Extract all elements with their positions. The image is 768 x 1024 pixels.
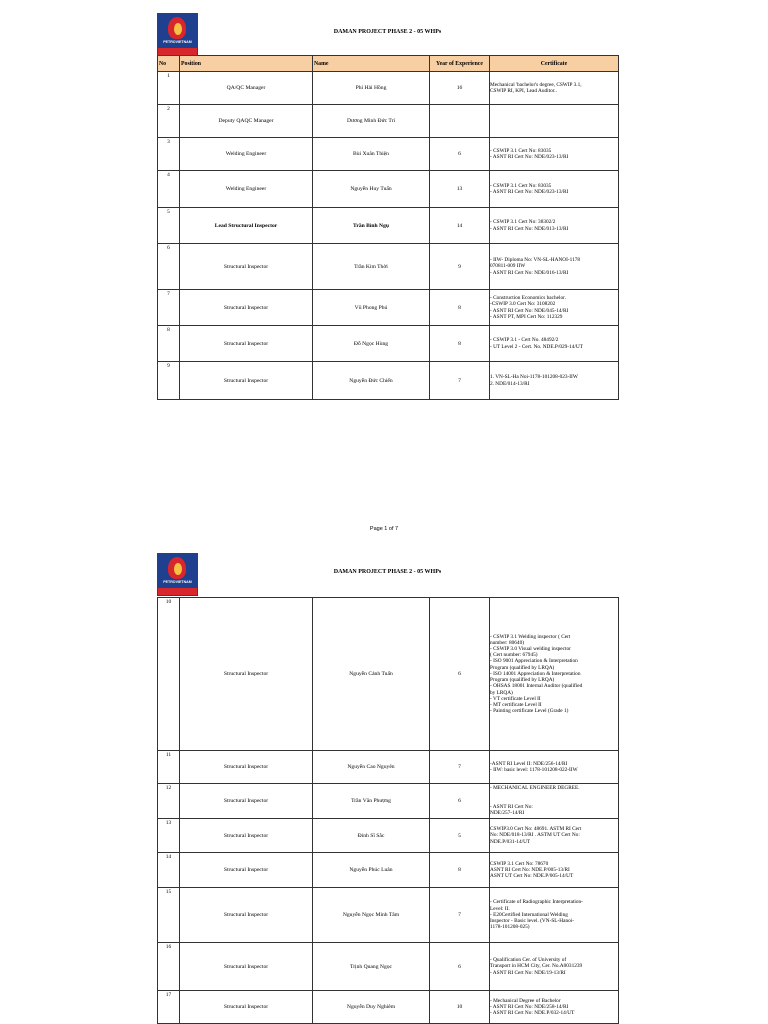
certificate-text: - IIW- Diploma No: VN-SL-HANOI-1178 070811-009 IIW - ASNT RI Cert No: NDE/016-13/RI <box>490 257 581 276</box>
certificate-text: - Mechanical Degree of Bachelor - ASNT RI Cert No: NDE/258-14/RI - ASNT RI Cert No: NDE.P/032-14/UT <box>490 997 575 1017</box>
row-position: Structural Inspector <box>180 819 313 853</box>
certificate-text: 1. VN-SL-Ha Noi-1178-101208-023-IIW 2. NDE/014-13/RI <box>490 374 578 387</box>
certificate-text: - Qualification Cer. of University of Transport in HCM City, Cer. No.A0031239 - ASNT RI Cert No: NDE/19-13/RI <box>490 957 583 976</box>
row-number: 2 <box>158 105 180 138</box>
row-number: 12 <box>158 784 180 819</box>
row-certificate <box>490 853 619 888</box>
row-position: Welding Engineer <box>180 138 313 171</box>
row-position: Structural Inspector <box>180 326 313 362</box>
table-row <box>158 784 619 819</box>
certificate-text: - CSWIP 3.1 - Cert No. 48492/2 - UT Level 2 - Cert. No. NDE.P/029-14/UT <box>490 337 583 350</box>
column-header-position: Position <box>180 56 313 72</box>
row-name: Đinh Sĩ Sắc <box>313 819 430 853</box>
row-years: 8 <box>430 290 490 326</box>
row-position: QA/QC Manager <box>180 72 313 105</box>
row-years: 8 <box>430 853 490 888</box>
certificate-text: - CSWIP 3.1 Cert No: 83035 - ASNT RI Cert No: NDE/023-13/RI <box>490 147 569 160</box>
row-certificate <box>490 598 619 751</box>
table-row <box>158 991 619 1024</box>
row-position: Structural Inspector <box>180 943 313 991</box>
row-certificate <box>490 784 619 819</box>
row-position: Structural Inspector <box>180 888 313 943</box>
row-years: 7 <box>430 888 490 943</box>
row-position: Structural Inspector <box>180 853 313 888</box>
petrovietnam-logo: PETROVIETNAM <box>157 13 198 56</box>
certificate-text: Mechanical 'bachelor's degree, CSWIP 3.1, CSWIP RI, KPI, Lead Auditor.. <box>490 81 582 94</box>
row-name: Phí Hải Hồng <box>313 72 430 105</box>
row-certificate <box>490 171 619 208</box>
row-name: Nguyễn Phúc Luân <box>313 853 430 888</box>
row-certificate <box>490 326 619 362</box>
row-years <box>430 105 490 138</box>
document-title: DAMAN PROJECT PHASE 2 - 05 WHPs <box>333 569 442 575</box>
table-row <box>158 290 619 326</box>
row-name: Nguyễn Cao Nguyên <box>313 751 430 784</box>
row-years: 6 <box>430 138 490 171</box>
table-row <box>158 751 619 784</box>
row-certificate <box>490 888 619 943</box>
row-name: Vũ Phong Phú <box>313 290 430 326</box>
row-position: Structural Inspector <box>180 751 313 784</box>
table-row <box>158 819 619 853</box>
table-row <box>158 598 619 751</box>
row-name: Nguyễn Ngọc Minh Tâm <box>313 888 430 943</box>
table-row <box>158 853 619 888</box>
row-number: 16 <box>158 943 180 991</box>
row-name: Nguyễn Duy Nghiêm <box>313 991 430 1024</box>
row-name: Bùi Xuân Thiện <box>313 138 430 171</box>
table-row <box>158 362 619 400</box>
certificate-text: - MECHANICAL ENGINEER DEGREE. - ASNT RI Cert No: NDE/257-14/RI <box>490 785 580 817</box>
table-row <box>158 208 619 244</box>
row-number: 8 <box>158 326 180 362</box>
certificate-text: CSWIP 3.1 Cert No: 78670 ASNT RI Cert No: NDE.P/005-13/RI ASNT UT Cert No: NDE.P/005-14/UT <box>490 860 574 880</box>
row-position: Structural Inspector <box>180 244 313 290</box>
row-position: Lead Structural Inspector <box>180 208 313 244</box>
row-certificate <box>490 244 619 290</box>
row-name: Nguyễn Đức Chiến <box>313 362 430 400</box>
row-number: 9 <box>158 362 180 400</box>
row-number: 17 <box>158 991 180 1024</box>
row-name: Nguyễn Huy Tuấn <box>313 171 430 208</box>
column-header-certificate: Certificate <box>490 56 619 72</box>
row-number: 1 <box>158 72 180 105</box>
row-certificate <box>490 991 619 1024</box>
row-certificate <box>490 72 619 105</box>
row-years: 5 <box>430 819 490 853</box>
row-number: 4 <box>158 171 180 208</box>
certificate-text: - CSWIP 3.1 Cert No: 38302/2 - ASNT RI Cert No: NDE/013-13/RI <box>490 219 569 232</box>
certificate-text: CSWIP3.0 Cert No: 48691. ASTM RI Cert No: NDE/018-13/RI . ASTM UT Cert No: NDE.P/031-14/UT <box>490 826 582 845</box>
row-number: 6 <box>158 244 180 290</box>
row-years: 6 <box>430 784 490 819</box>
column-header-no: No <box>158 56 180 72</box>
certificate-text: - Certificate of Radiographic Interpretation- Level: II. - E20Certified International Welding Inspector - Basic level. (VN-SL-Hanoi- 1178-101208-025) <box>490 899 583 931</box>
table-row <box>158 888 619 943</box>
page-header <box>157 13 618 55</box>
row-certificate <box>490 943 619 991</box>
document-page-2 <box>157 553 618 1024</box>
page-number: Page 1 of 7 <box>369 526 399 532</box>
row-certificate <box>490 290 619 326</box>
row-years: 7 <box>430 751 490 784</box>
table-header-row <box>158 56 619 72</box>
row-number: 13 <box>158 819 180 853</box>
table-row <box>158 326 619 362</box>
row-years: 6 <box>430 598 490 751</box>
row-certificate <box>490 362 619 400</box>
row-number: 7 <box>158 290 180 326</box>
document-page-1 <box>157 13 618 400</box>
row-number: 14 <box>158 853 180 888</box>
row-number: 3 <box>158 138 180 171</box>
table-row <box>158 105 619 138</box>
row-position: Structural Inspector <box>180 784 313 819</box>
table-row <box>158 72 619 105</box>
row-years: 8 <box>430 326 490 362</box>
row-certificate <box>490 751 619 784</box>
column-header-year: Year of Experience <box>430 56 490 72</box>
row-years: 13 <box>430 171 490 208</box>
row-number: 15 <box>158 888 180 943</box>
document-title: DAMAN PROJECT PHASE 2 - 05 WHPs <box>333 29 442 35</box>
row-certificate <box>490 105 619 138</box>
certificate-text: - CSWIP 3.1 Welding inspector ( Cert number: 80640) - CSWIP 3.0 Visual welding inspector ( Cert number: 67945) - ISO 9001 Appreciation & Interpretation Program (qualified by LRQA) - ISO 14001 Appreciation & Interpretation Program (qualified by LRQA) - OHSAS 18001 Internal Auditor (qualified by LRQA) - VT certificate Level II - MT certificate Level II - Painting certificate Level (Grade 1) <box>490 633 583 715</box>
column-header-name: Name <box>313 56 430 72</box>
row-number: 11 <box>158 751 180 784</box>
table-row <box>158 943 619 991</box>
row-name: Trần Bình Ngụ <box>313 208 430 244</box>
certificate-text: - Construction Economics bachelor. -CSWIP 3.0 Cert No: 3108202 - ASNT RI Cert No: NDE/045-14/RI - ASNT PT, MPI Cert No: 112329 <box>490 295 569 320</box>
row-position: Deputy QAQC Manager <box>180 105 313 138</box>
page-header <box>157 553 618 595</box>
personnel-table-continued <box>157 597 619 1024</box>
row-name: Nguyễn Cảnh Tuấn <box>313 598 430 751</box>
row-name: Trần Kim Thời <box>313 244 430 290</box>
row-name: Đỗ Ngọc Hùng <box>313 326 430 362</box>
table-row <box>158 171 619 208</box>
row-name: Trịnh Quang Ngọc <box>313 943 430 991</box>
row-number: 10 <box>158 598 180 751</box>
row-number: 5 <box>158 208 180 244</box>
row-years: 14 <box>430 208 490 244</box>
row-years: 6 <box>430 943 490 991</box>
petrovietnam-logo: PETROVIETNAM <box>157 553 198 596</box>
row-years: 16 <box>430 72 490 105</box>
row-name: Trần Văn Phượng <box>313 784 430 819</box>
row-position: Structural Inspector <box>180 598 313 751</box>
table-row <box>158 244 619 290</box>
row-position: Welding Engineer <box>180 171 313 208</box>
row-years: 10 <box>430 991 490 1024</box>
certificate-text: - CSWIP 3.1 Cert No: 83035 - ASNT RI Cert No: NDE/023-13/RI <box>490 182 569 195</box>
row-position: Structural Inspector <box>180 362 313 400</box>
row-name: Dương Minh Đức Trí <box>313 105 430 138</box>
table-row <box>158 138 619 171</box>
row-certificate <box>490 208 619 244</box>
certificate-text: -ASNT RI Level II: NDE/256-14/RI - IIW: basic level: 1178-101208-022-IIW <box>490 760 578 773</box>
row-years: 9 <box>430 244 490 290</box>
row-position: Structural Inspector <box>180 991 313 1024</box>
row-years: 7 <box>430 362 490 400</box>
row-position: Structural Inspector <box>180 290 313 326</box>
row-certificate <box>490 819 619 853</box>
personnel-table <box>157 55 619 400</box>
row-certificate <box>490 138 619 171</box>
